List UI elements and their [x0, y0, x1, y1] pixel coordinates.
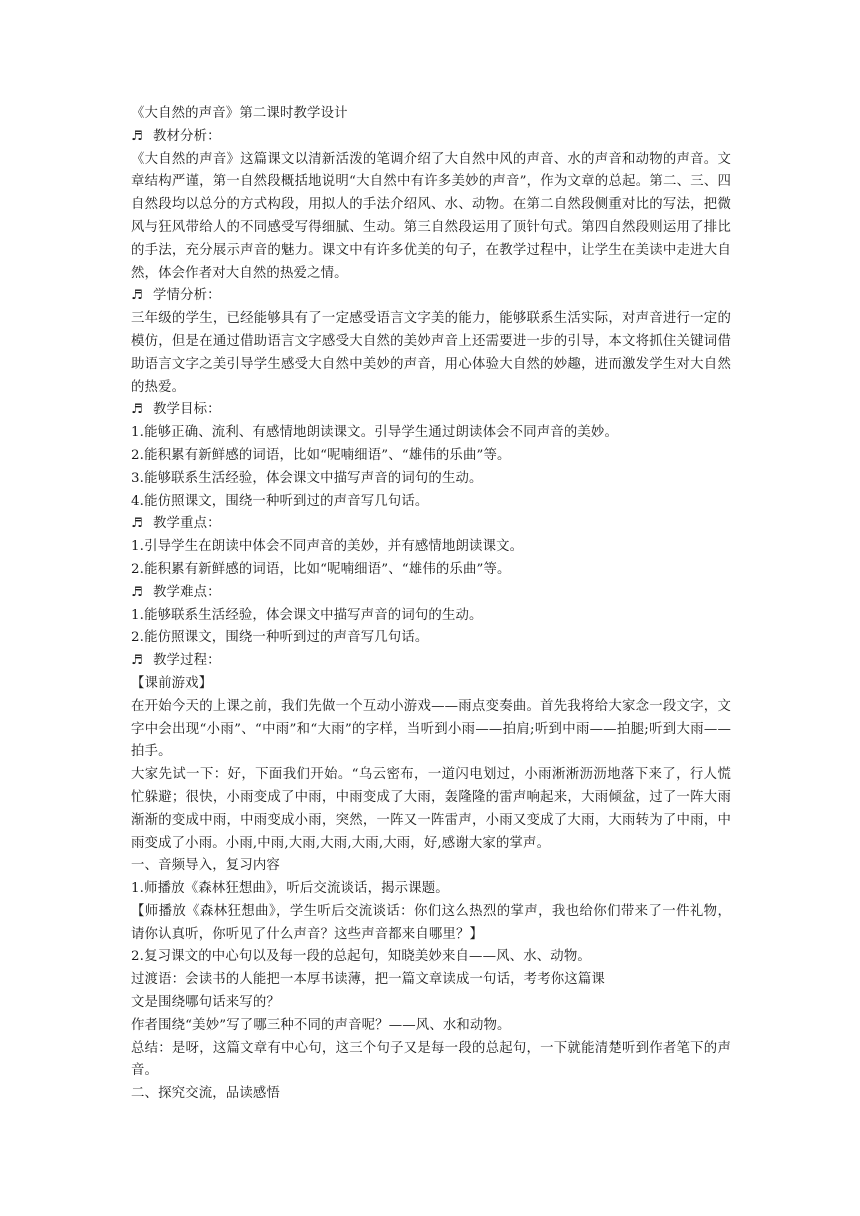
student-paragraph: 三年级的学生，已经能够具有了一定感受语言文字美的能力，能够联系生活实际，对声音进行一定的模仿，但是在通过借助语言文字感受大自然的美妙声音上还需要进一步的引导，本文将抓住关键词借助语言文字之美引导学生感受大自然中美妙的声音，用心体验大自然的妙趣，进而激发学生对大自然的热爱。 — [131, 311, 731, 395]
section-heading-analysis — [131, 126, 731, 149]
game-paragraph-2: 大家先试一下：好，下面我们开始。“乌云密布，一道闪电划过，小雨淅淅沥沥地落下来了，行人慌忙躲避；很快，小雨变成了中雨，中雨变成了大雨，轰隆隆的雷声响起来，大雨倾盆，过了一阵大雨渐渐的变成中雨，中雨变成小雨，突然，一阵又一阵雷声，小雨又变成了大雨，大雨转为了中雨，中雨变成了小雨。小雨,中雨,大雨,大雨,大雨,大雨，好,感谢大家的掌声。 — [131, 767, 731, 851]
document-page — [131, 103, 731, 1106]
transition-line-2: 文是围绕哪句话来写的？ — [131, 995, 280, 1011]
key-point-item: 1.引导学生在朗读中体会不同声音的美妙，并有感情地朗读课文。 — [131, 539, 524, 555]
part1-bracket-paragraph: 【师播放《森林狂想曲》，学生听后交流谈话：你们这么热烈的掌声，我也给你们带来了一件礼物，请你认真听，你听见了什么声音？这些声音都来自哪里？】 — [131, 903, 731, 942]
author-line: 作者围绕“美妙”写了哪三种不同的声音呢？——风、水和动物。 — [131, 1017, 511, 1033]
section-heading-goals — [131, 399, 731, 422]
section-heading-label: 教学难点： — [153, 584, 221, 600]
section-heading-label: 教学目标： — [153, 402, 221, 418]
music-note-icon: ♬ — [131, 584, 143, 600]
part1-heading: 一、音频导入，复习内容 — [131, 858, 280, 874]
game-heading: 【课前游戏】 — [131, 675, 213, 691]
difficult-point-item: 2.能仿照课文，围绕一种听到过的声音写几句话。 — [131, 630, 429, 646]
analysis-paragraph: 《大自然的声音》这篇课文以清新活泼的笔调介绍了大自然中风的声音、水的声音和动物的声音。文章结构严谨，第一自然段概括地说明“大自然中有许多美妙的声音”，作为文章的总起。第二、三、四自然段均以总分的方式构段，用拟人的手法介绍风、水、动物。在第二自然段侧重对比的写法，把微风与狂风带给人的不同感受写得细腻、生动。第三自然段运用了顶针句式。第四自然段则运用了排比的手法，充分展示声音的魅力。课文中有许多优美的句子，在教学过程中，让学生在美读中走进大自然，体会作者对大自然的热爱之情。 — [131, 151, 731, 281]
section-heading-difficult — [131, 582, 731, 605]
music-note-icon: ♬ — [131, 653, 143, 669]
music-note-icon: ♬ — [131, 128, 143, 144]
summary-paragraph: 总结：是呀，这篇文章有中心句，这三个句子又是每一段的总起句，一下就能清楚听到作者笔下的声音。 — [131, 1040, 731, 1079]
goal-item: 4.能仿照课文，围绕一种听到过的声音写几句话。 — [131, 493, 429, 509]
difficult-point-item: 1.能够联系生活经验，体会课文中描写声音的词句的生动。 — [131, 607, 483, 623]
key-point-item: 2.能积累有新鲜感的词语，比如“呢喃细语”、“雄伟的乐曲”等。 — [131, 561, 511, 577]
goal-item: 3.能够联系生活经验，体会课文中描写声音的词句的生动。 — [131, 470, 483, 486]
document-title: 《大自然的声音》第二课时教学设计 — [131, 106, 348, 121]
transition-line-1: 过渡语：会读书的人能把一本厚书读薄，把一篇文章读成一句话，考考你这篇课 — [131, 972, 605, 988]
music-note-icon: ♬ — [131, 288, 143, 304]
part2-heading: 二、探究交流，品读感悟 — [131, 1086, 280, 1102]
part1-item-2: 2.复习课文的中心句以及每一段的总起句，知晓美妙来自——风、水、动物。 — [131, 949, 591, 965]
section-heading-student — [131, 285, 731, 308]
section-heading-label: 学情分析： — [153, 288, 221, 304]
music-note-icon: ♬ — [131, 402, 143, 418]
goal-item: 1.能够正确、流利、有感情地朗读课文。引导学生通过朗读体会不同声音的美妙。 — [131, 425, 618, 441]
section-heading-process — [131, 650, 731, 673]
music-note-icon: ♬ — [131, 516, 143, 532]
goal-item: 2.能积累有新鲜感的词语，比如“呢喃细语”、“雄伟的乐曲”等。 — [131, 447, 511, 463]
section-heading-label: 教学重点： — [153, 516, 221, 532]
part1-item-1: 1.师播放《森林狂想曲》，听后交流谈话，揭示课题。 — [131, 881, 449, 897]
section-heading-label: 教学过程： — [153, 653, 221, 669]
section-heading-key — [131, 513, 731, 536]
section-heading-label: 教材分析： — [153, 128, 221, 144]
game-paragraph-1: 在开始今天的上课之前，我们先做一个互动小游戏——雨点变奏曲。首先我将给大家念一段文字，文字中会出现“小雨”、“中雨”和“大雨”的字样，当听到小雨——拍肩;听到中雨——拍腿;听到大雨——拍手。 — [131, 698, 731, 760]
